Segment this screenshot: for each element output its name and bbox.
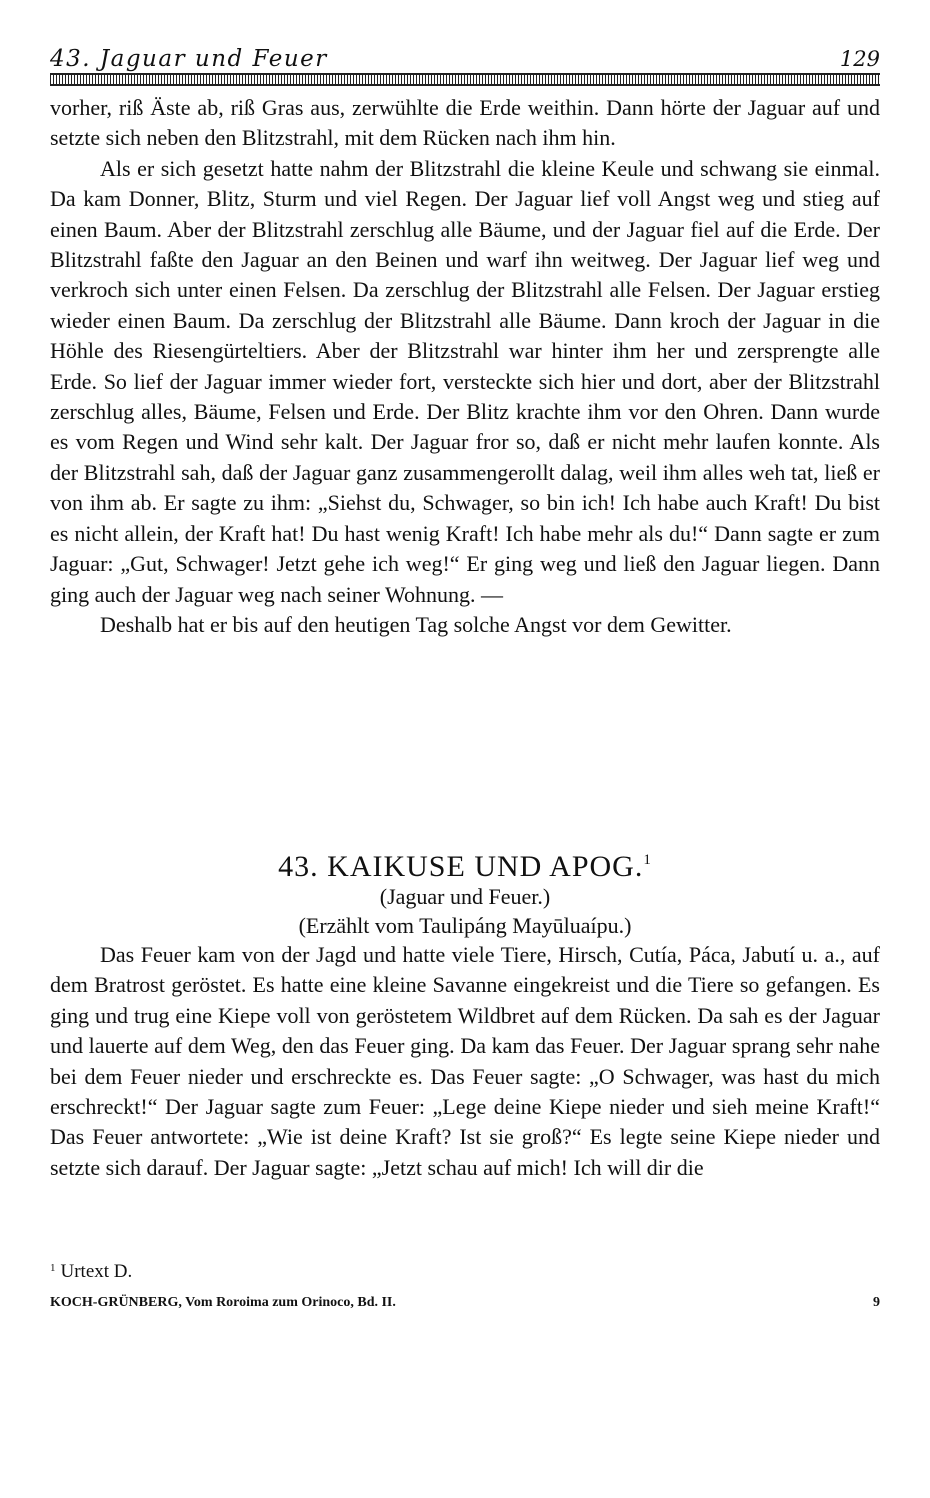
footnote-marker: 1 xyxy=(643,852,652,868)
running-header xyxy=(50,46,880,72)
paragraph: Als er sich gesetzt hatte nahm der Blitzstrahl die kleine Keule und schwang sie einmal. Da kam Donner, Blitz, Sturm und viel Regen. Der Jaguar lief voll Angst weg und stieg auf einen Baum. Aber der Blitzstrahl zerschlug alle Bäume, und der Jaguar fiel auf die Erde. Der Blitzstrahl faßte den Jaguar an den Beinen und warf ihn weitweg. Der Jaguar lief weg und verkroch sich unter einen Felsen. Da zerschlug der Blitzstrahl alle Felsen. Der Jaguar erstieg wieder einen Baum. Da zerschlug der Blitzstrahl alle Bäume. Dann kroch der Jaguar in die Höhle des Riesengürteltiers. Aber der Blitzstrahl war hinter ihm her und zersprengte alle Erde. So lief der Jaguar immer wieder fort, versteckte sich hier und dort, aber der Blitzstrahl zerschlug alles, Bäume, Felsen und Erde. Der Blitz krachte ihm vor den Ohren. Dann wurde es vom Regen und Wind sehr kalt. Der Jaguar fror so, daß er nicht mehr laufen konnte. Als der Blitzstrahl sah, daß der Jaguar ganz zusammengerollt dalag, weil ihm alles weh tat, ließ er von ihm ab. Er sagte zu ihm: „Siehst du, Schwager, so bin ich! Ich habe auch Kraft! Du bist es nicht allein, der Kraft hat! Du hast wenig Kraft! Ich habe mehr als du!“ Dann sagte er zum Jaguar: „Gut, Schwager! Jetzt gehe ich weg!“ Er ging weg und ließ den Jaguar liegen. Dann ging auch der Jaguar weg nach seiner Wohnung. — xyxy=(50,155,880,607)
paragraph: Deshalb hat er bis auf den heutigen Tag solche Angst vor dem Gewitter. xyxy=(100,611,732,637)
previous-story-text xyxy=(50,93,880,640)
paragraph: vorher, riß Äste ab, riß Gras aus, zerwühlte die Erde weithin. Dann hörte der Jaguar auf und setzte sich neben den Blitzstrahl, mit dem Rücken nach ihm hin. xyxy=(50,95,880,151)
footnote-number: 1 xyxy=(50,1262,56,1274)
chapter-subtitle: (Jaguar und Feuer.) xyxy=(379,884,551,909)
sheet-number: 9 xyxy=(873,1295,880,1310)
chapter-title xyxy=(50,842,880,885)
footnote xyxy=(50,1255,132,1285)
chapter-text xyxy=(50,940,880,1183)
chapter-narrator-line: (Erzählt vom Taulipáng Mayūluaípu.) xyxy=(298,913,632,938)
page-number: 129 xyxy=(839,47,880,71)
paragraph: Das Feuer kam von der Jagd und hatte viele Tiere, Hirsch, Cutía, Páca, Jabutí u. a., auf dem Bratrost geröstet. Es hatte eine kleine Savanne eingekreist und die Tiere so gefangen. Es ging und trug eine Kiepe voll von geröstetem Wildbret auf dem Rücken. Da sah es der Jaguar und lauerte auf dem Weg, den das Feuer ging. Da kam das Feuer. Der Jaguar sprang sehr nahe bei dem Feuer nieder und erschreckte es. Das Feuer sagte: „O Schwager, was hast du mich erschreckt!“ Der Jaguar sagte zum Feuer: „Lege deine Kiepe nieder und sieh meine Kraft!“ Das Feuer antwortete: „Wie ist deine Kraft? Ist sie groß?“ Es legte seine Kiepe nieder und setzte sich darauf. Der Jaguar sagte: „Jetzt schau auf mich! Ich will dir die xyxy=(50,942,880,1180)
chapter-title-text: 43. KAIKUSE UND APOG. xyxy=(278,850,644,883)
footnote-text: Urtext D. xyxy=(60,1261,133,1282)
header-ornament-rule xyxy=(50,73,880,86)
printer-signature: KOCH-GRÜNBERG, Vom Roroima zum Orinoco, Bd. II. xyxy=(50,1295,396,1310)
running-title: 43. Jaguar und Feuer xyxy=(50,46,328,72)
